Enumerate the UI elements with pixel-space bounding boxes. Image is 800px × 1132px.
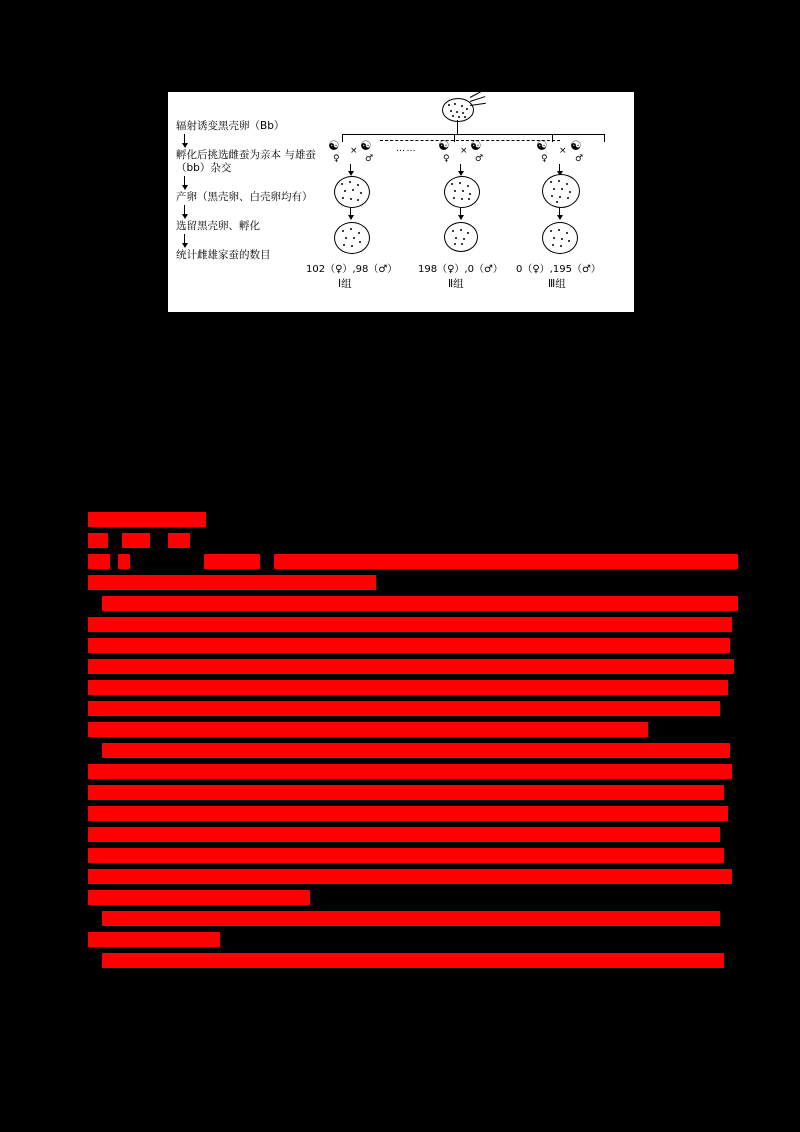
redacted-span	[88, 827, 720, 842]
redacted-line	[88, 869, 738, 884]
redacted-span	[88, 701, 720, 716]
group-1-male-symbol: ♂	[365, 154, 374, 164]
group-1-arrow-2	[347, 208, 354, 220]
redacted-span	[88, 932, 220, 947]
redacted-line	[88, 512, 738, 527]
group-2-counts: 198（♀）,0（♂）	[418, 264, 503, 275]
group-1-female-moth: ☯	[328, 139, 340, 154]
flow-step-5: 统计雌雄家蚕的数目	[176, 249, 271, 261]
hairline-rule-1	[730, 884, 800, 885]
redacted-span	[88, 554, 110, 569]
group-1-cross-symbol: ×	[350, 146, 358, 156]
redacted-span	[88, 806, 728, 821]
group-2-egg-batch-2	[444, 222, 478, 252]
group-2-male-symbol: ♂	[475, 154, 484, 164]
redacted-span	[88, 617, 732, 632]
group-2-cross-symbol: ×	[460, 146, 468, 156]
distributor-line	[342, 134, 604, 135]
group-3-female-moth: ☯	[536, 139, 548, 154]
group-1-female-symbol: ♀	[333, 154, 340, 164]
flow-arrow-1	[180, 134, 190, 148]
figure-panel	[168, 92, 634, 312]
redacted-span	[274, 554, 738, 569]
redacted-line	[88, 806, 738, 821]
redacted-line	[88, 848, 738, 863]
redacted-line	[88, 533, 738, 548]
group-2-arrow-1	[457, 164, 464, 176]
redacted-line	[88, 617, 738, 632]
redacted-line	[88, 743, 738, 758]
redacted-line	[88, 764, 738, 779]
redacted-line	[88, 722, 738, 737]
group-1-egg-batch-2	[334, 222, 370, 254]
group-1-male-moth: ☯	[360, 139, 372, 154]
redacted-span	[88, 575, 376, 590]
flow-step-4: 选留黑壳卵、孵化	[176, 220, 260, 232]
branch-drop-3	[552, 134, 553, 142]
redacted-line	[88, 680, 738, 695]
group-3-egg-batch-2	[542, 222, 578, 254]
radiation-ray-3	[470, 103, 486, 106]
flow-arrow-2	[180, 176, 190, 190]
branch-drop-2	[454, 134, 455, 142]
redacted-line	[88, 785, 738, 800]
group-2-female-moth: ☯	[438, 139, 450, 154]
group-2-male-moth: ☯	[470, 139, 482, 154]
group-3-egg-batch-1	[542, 174, 580, 208]
redacted-span	[168, 533, 190, 548]
redacted-span	[102, 953, 724, 968]
group-1-counts: 102（♀）,98（♂）	[306, 264, 398, 275]
redacted-span	[102, 596, 738, 611]
group-3-label: Ⅲ组	[548, 278, 566, 290]
redacted-line	[88, 890, 738, 905]
redacted-span	[88, 680, 728, 695]
redacted-line	[88, 575, 738, 590]
cross-diagram	[306, 96, 630, 310]
group-2-label: Ⅱ组	[448, 278, 464, 290]
redacted-line	[88, 701, 738, 716]
redacted-line	[88, 638, 738, 653]
redacted-span	[102, 743, 730, 758]
redacted-span	[118, 554, 130, 569]
redacted-span	[88, 890, 310, 905]
group-3-arrow-2	[556, 208, 563, 220]
redacted-span	[88, 848, 724, 863]
redacted-line	[88, 554, 738, 569]
radiation-ray-2	[470, 96, 486, 102]
redacted-span	[88, 659, 734, 674]
redacted-line	[88, 953, 738, 968]
redacted-span	[88, 869, 732, 884]
redacted-body-text	[88, 512, 738, 974]
redacted-span	[102, 911, 720, 926]
branch-drop-1	[342, 134, 343, 142]
redacted-span	[88, 533, 108, 548]
group-3-counts: 0（♀）,195（♂）	[516, 264, 601, 275]
group-3-male-moth: ☯	[570, 139, 582, 154]
parent-drop-line	[457, 120, 458, 134]
redacted-line	[88, 827, 738, 842]
hairline-rule-2	[736, 925, 800, 926]
flow-arrow-3	[180, 205, 190, 219]
redacted-span	[88, 638, 730, 653]
groups-ellipsis: ……	[396, 144, 417, 154]
branch-drop-4	[604, 134, 605, 142]
group-3-cross-symbol: ×	[559, 146, 567, 156]
redacted-span	[204, 554, 260, 569]
group-1-egg-batch-1	[334, 176, 370, 208]
experiment-flow-chart	[176, 120, 326, 262]
group-2-egg-batch-1	[444, 176, 480, 208]
redacted-span	[88, 764, 732, 779]
redacted-span	[88, 722, 648, 737]
group-3-male-symbol: ♂	[575, 154, 584, 164]
redacted-span	[88, 512, 206, 527]
group-3-female-symbol: ♀	[541, 154, 548, 164]
redacted-line	[88, 911, 738, 926]
group-2-arrow-2	[457, 208, 464, 220]
redacted-line	[88, 932, 738, 947]
flow-step-2: 孵化后挑选雌蚕为亲本 与雄蚕（bb）杂交	[176, 149, 316, 174]
flow-step-3: 产卵（黑壳卵、白壳卵均有）	[176, 191, 313, 203]
redacted-span	[122, 533, 150, 548]
group-2-female-symbol: ♀	[443, 154, 450, 164]
redacted-line	[88, 596, 738, 611]
group-1-arrow-1	[347, 164, 354, 176]
flow-arrow-4	[180, 234, 190, 248]
flow-step-1: 辐射诱变黑壳卵（Bb）	[176, 120, 285, 132]
group-1-label: Ⅰ组	[338, 278, 352, 290]
redacted-span	[88, 785, 724, 800]
redacted-line	[88, 659, 738, 674]
